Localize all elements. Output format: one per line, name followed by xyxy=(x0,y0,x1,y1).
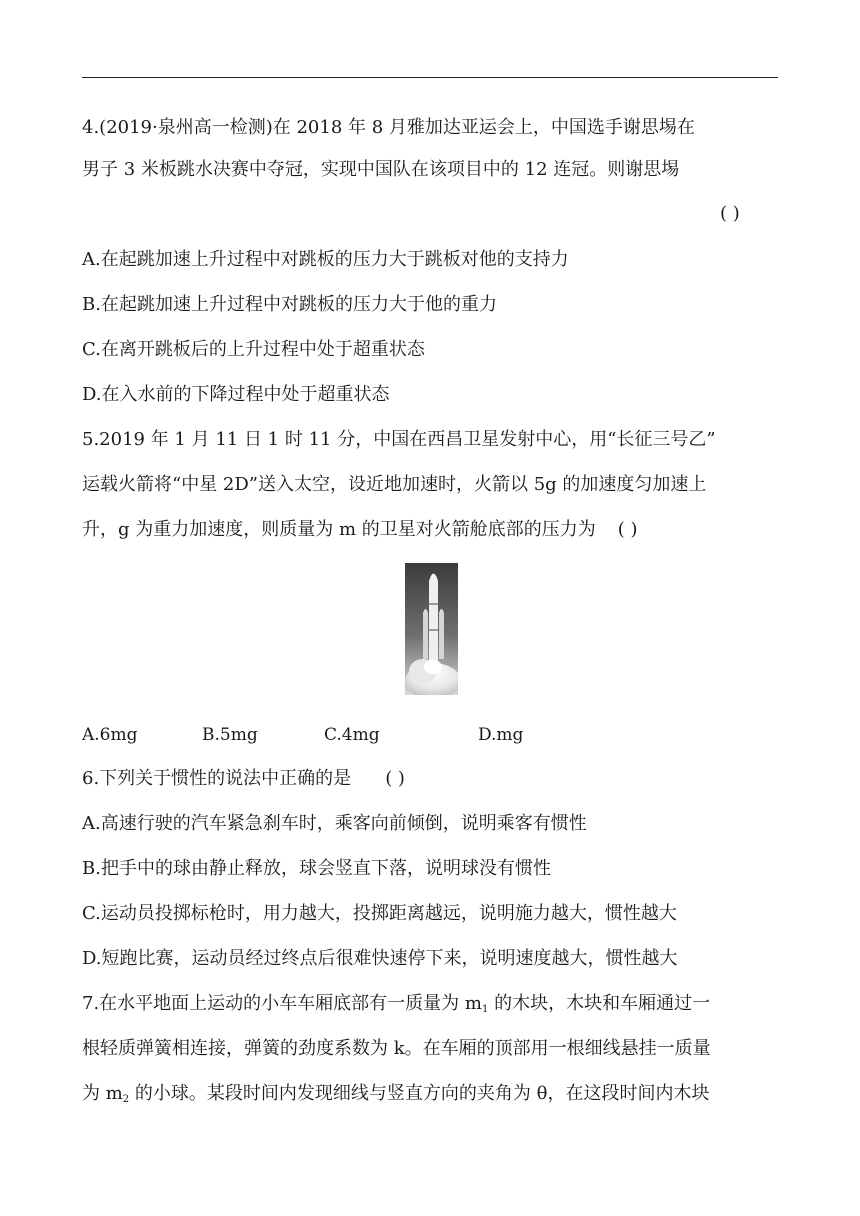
q4-option-c: C.在离开跳板后的上升过程中处于超重状态 xyxy=(82,339,425,360)
q4-stem-line2: 男子 3 米板跳水决赛中夺冠，实现中国队在该项目中的 12 连冠。则谢思埸 xyxy=(82,159,680,180)
q7-line3-part-b: 的小球。某段时间内发现细线与竖直方向的夹角为 θ，在这段时间内木块 xyxy=(129,1083,710,1104)
q5-stem-line3-text: 升，g 为重力加速度，则质量为 m 的卫星对火箭舱底部的压力为 xyxy=(82,519,596,540)
q4-option-d: D.在入水前的下降过程中处于超重状态 xyxy=(82,384,390,405)
q6-option-d: D.短跑比赛，运动员经过终点后很难快速停下来，说明速度越大，惯性越大 xyxy=(82,948,678,969)
q6-answer-paren: ( ) xyxy=(385,768,405,789)
q7-stem-line2: 根轻质弹簧相连接，弹簧的劲度系数为 k。在车厢的顶部用一根细线悬挂一质量 xyxy=(82,1038,711,1059)
q6-stem-line xyxy=(82,767,405,791)
q7-stem-line1 xyxy=(82,992,710,1022)
q5-option-a: A.6mg xyxy=(82,725,138,745)
q4-answer-paren: ( ) xyxy=(720,203,740,224)
q7-stem-line3 xyxy=(82,1082,709,1112)
q4-stem-line1: 4.(2019·泉州高一检测)在 2018 年 8 月雅加达亚运会上，中国选手谢思埸在 xyxy=(82,117,695,138)
q5-answer-paren: ( ) xyxy=(617,519,638,540)
q5-stem-line2: 运载火箭将“中星 2D”送入太空，设近地加速时，火箭以 5g 的加速度匀加速上 xyxy=(82,474,707,495)
q7-line1-part-b: 的木块，木块和车厢通过一 xyxy=(488,993,711,1014)
q5-option-c: C.4mg xyxy=(324,725,380,745)
q6-option-b: B.把手中的球由静止释放，球会竖直下落，说明球没有惯性 xyxy=(82,858,551,879)
q5-option-b: B.5mg xyxy=(202,725,258,745)
q5-stem-line3 xyxy=(82,518,638,542)
q7-m2-subscript: 2 xyxy=(122,1094,130,1105)
q4-option-a: A.在起跳加速上升过程中对跳板的压力大于跳板对他的支持力 xyxy=(82,249,569,270)
rocket-launch-image xyxy=(405,563,458,695)
q5-stem-line1: 5.2019 年 1 月 11 日 1 时 11 分，中国在西昌卫星发射中心，用“长征三号乙” xyxy=(82,429,716,450)
q7-m1-subscript: 1 xyxy=(481,1004,489,1015)
q4-option-b: B.在起跳加速上升过程中对跳板的压力大于他的重力 xyxy=(82,294,497,315)
q6-option-a: A.高速行驶的汽车紧急刹车时，乘客向前倾倒，说明乘客有惯性 xyxy=(82,813,587,834)
q7-line1-part-a: 7.在水平地面上运动的小车车厢底部有一质量为 m xyxy=(82,993,482,1014)
q6-stem: 6.下列关于惯性的说法中正确的是 xyxy=(82,768,352,789)
header-rule xyxy=(82,77,778,78)
q7-line3-part-a: 为 m xyxy=(82,1083,123,1104)
q6-option-c: C.运动员投掷标枪时，用力越大，投掷距离越远，说明施力越大，惯性越大 xyxy=(82,903,677,924)
q5-option-d: D.mg xyxy=(478,725,524,745)
